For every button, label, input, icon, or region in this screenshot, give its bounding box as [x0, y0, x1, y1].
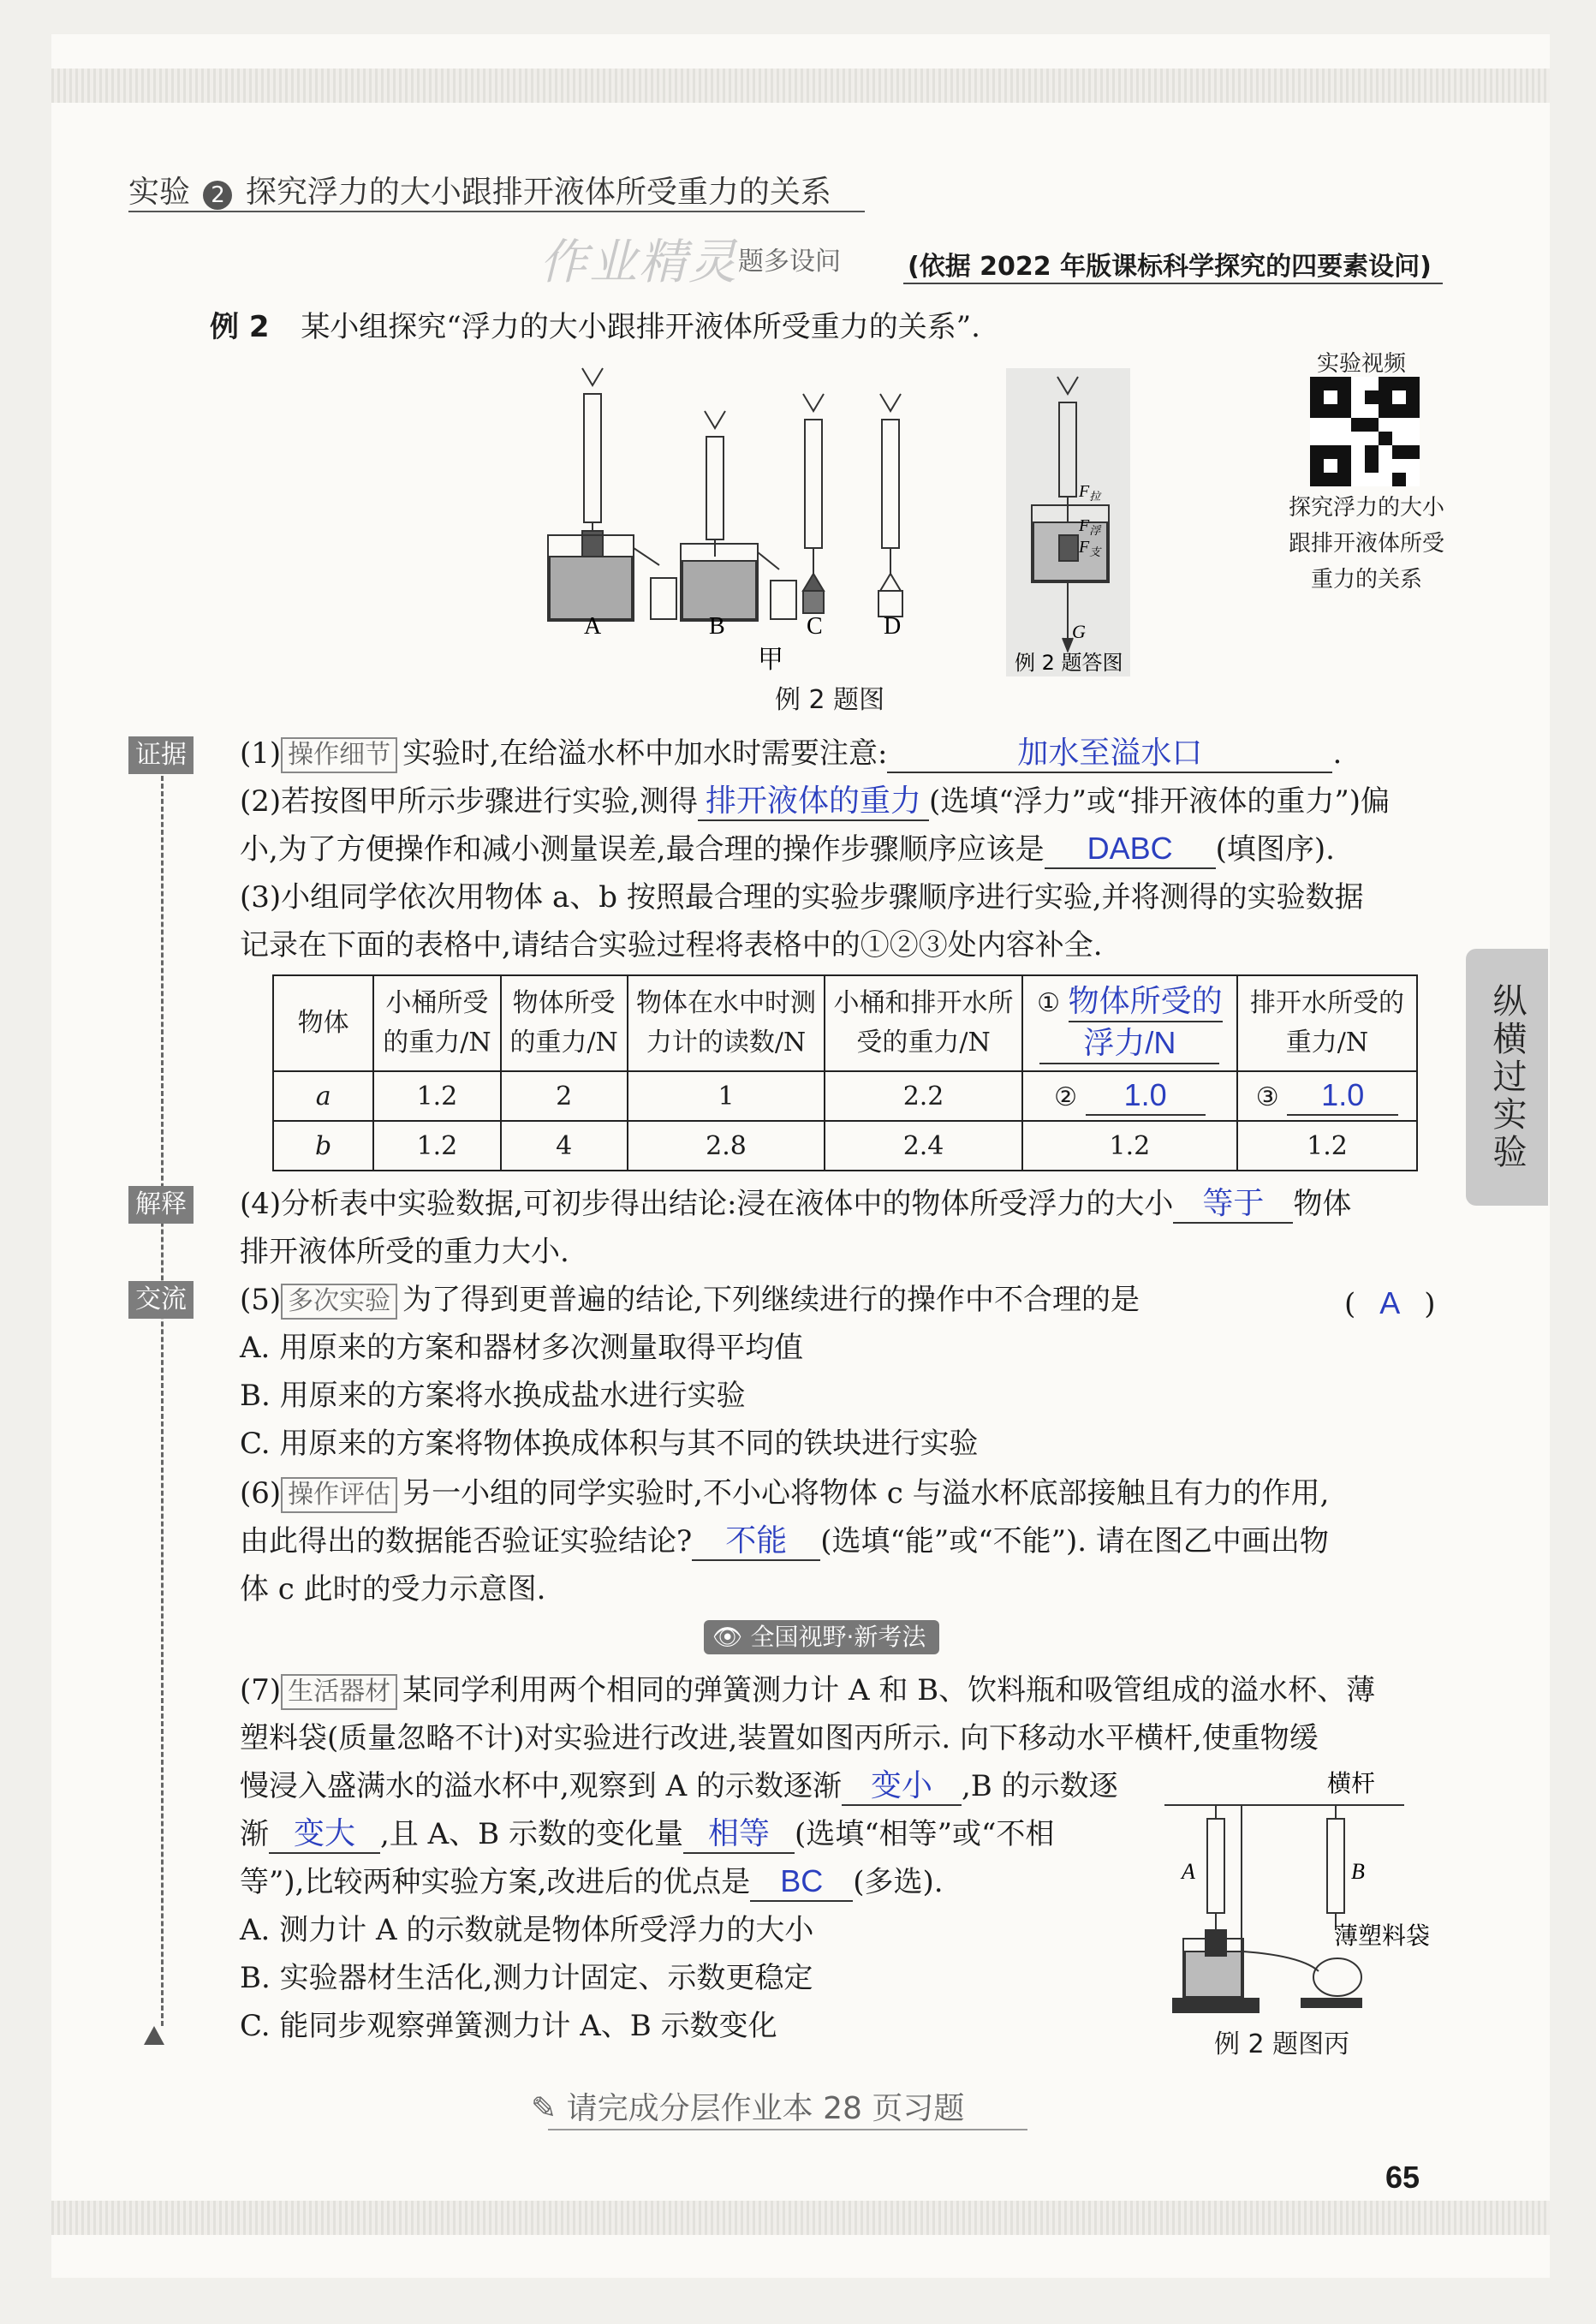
- scan-edge-bottom: [51, 2201, 1550, 2235]
- video-desc: [1281, 490, 1452, 598]
- header-answer-line1[interactable]: 物体所受的: [1069, 981, 1223, 1022]
- subheading-rule: [903, 283, 1443, 284]
- table-header-answer-cell: [1022, 975, 1237, 1071]
- q4-line2: 排开液体所受的重力大小.: [240, 1235, 569, 1269]
- banner-text: 全国视野·新考法: [750, 1623, 926, 1651]
- example-statement: 某小组探究“浮力的大小跟排开液体所受重力的关系”.: [301, 310, 980, 344]
- q1: [240, 730, 1342, 778]
- cell: 1.2: [1022, 1121, 1237, 1171]
- section-number-badge: [203, 181, 232, 210]
- q7-line4: [240, 1810, 1054, 1858]
- q2-answer-b[interactable]: DABC: [1045, 830, 1216, 869]
- side-label-evidence: 证据: [128, 736, 194, 774]
- q4-num: (4): [240, 1187, 282, 1221]
- section-prefix: 实验: [128, 175, 191, 210]
- q6-line1-text: 另一小组的同学实验时,不小心将物体 c 与溢水杯底部接触且有力的作用,: [402, 1476, 1330, 1511]
- q7-text-b: ,B 的示数逐: [961, 1769, 1118, 1803]
- q1-tag: 操作细节: [281, 737, 397, 773]
- pencil-icon: ✎: [531, 2091, 557, 2126]
- q5-option-c[interactable]: C. 用原来的方案将物体换成体积与其不同的铁块进行实验: [240, 1427, 979, 1461]
- cell: 4: [501, 1121, 628, 1171]
- q2-text-c: 小,为了方便操作和减小测量误差,最合理的操作步骤顺序应该是: [240, 832, 1045, 867]
- side-dash-line: [161, 776, 164, 2026]
- force-pull-sub: 拉: [1089, 490, 1101, 503]
- table-header-cell: 物体所受的重力/N: [501, 975, 628, 1071]
- answer-3[interactable]: 1.0: [1287, 1076, 1398, 1116]
- q7-text-e: (选填“相等”或“不相: [794, 1817, 1055, 1851]
- table-header-cell: 物体: [273, 975, 373, 1071]
- q2-num: (2): [240, 784, 282, 819]
- q6-line1: [240, 1469, 1329, 1517]
- cell: 2.4: [825, 1121, 1022, 1171]
- footer-note: [531, 2084, 964, 2128]
- cell-object: b: [273, 1121, 373, 1171]
- footer-rule: [548, 2129, 1027, 2130]
- header-rule: [128, 211, 865, 212]
- video-desc-line: 重力的关系: [1310, 567, 1422, 593]
- figure-c-caption: 例 2 题图丙: [1214, 2029, 1350, 2059]
- step-label-c: C: [807, 613, 823, 640]
- data-table: [272, 974, 1418, 1171]
- step-c-apparatus: [803, 394, 824, 613]
- q7-line2: 塑料袋(质量忽略不计)对实验进行改进,装置如图丙所示. 向下移动水平横杆,使重物缓: [240, 1721, 1319, 1755]
- section-title: 探究浮力的大小跟排开液体所受重力的关系: [245, 175, 831, 210]
- q7-text-c: 渐: [240, 1817, 269, 1851]
- q3-line2: 记录在下面的表格中,请结合实验过程将表格中的①②③处内容补全.: [240, 928, 1103, 962]
- cell: 2.2: [825, 1071, 1022, 1121]
- q7-line5: [240, 1858, 944, 1906]
- q5-option-b[interactable]: B. 用原来的方案将水换成盐水进行实验: [240, 1379, 746, 1413]
- q2-text-d: (填图序).: [1215, 832, 1335, 867]
- cell: 1: [628, 1071, 825, 1121]
- q7-answer-b[interactable]: 变大: [269, 1815, 380, 1854]
- q7-line1: [240, 1666, 1375, 1714]
- q6-text-a: 由此得出的数据能否验证实验结论?: [240, 1524, 693, 1558]
- cell-answer: [1022, 1071, 1237, 1121]
- q6-answer[interactable]: 不能: [692, 1522, 820, 1561]
- q3-num: (3): [240, 880, 282, 915]
- q7-tag: 生活器材: [281, 1674, 397, 1710]
- header-answer-line2[interactable]: 浮力/N: [1039, 1023, 1219, 1064]
- figure-c: [1147, 1767, 1456, 2024]
- step-b-apparatus: [681, 411, 796, 621]
- force-buoy-sub: 浮: [1089, 524, 1101, 537]
- bag-label: 薄塑料袋: [1334, 1922, 1431, 1950]
- cell: 1.2: [373, 1121, 500, 1171]
- q6-line3: 体 c 此时的受力示意图.: [240, 1572, 546, 1606]
- q5-answer[interactable]: A: [1379, 1285, 1401, 1320]
- q2-answer-a[interactable]: 排开液体的重力: [698, 782, 929, 821]
- step-d-apparatus: [878, 394, 902, 617]
- q1-text: 实验时,在给溢水杯中加水时需要注意:: [402, 736, 888, 771]
- page-number: 65: [1385, 2160, 1420, 2195]
- q2-text-a: 若按图甲所示步骤进行实验,测得: [281, 784, 698, 819]
- section-header: [128, 168, 831, 212]
- q5-tag: 多次实验: [281, 1284, 397, 1320]
- q7-option-b[interactable]: B. 实验器材生活化,测力计固定、示数更稳定: [240, 1961, 813, 1995]
- table-header-cell: 排开水所受的重力/N: [1237, 975, 1417, 1071]
- q5-text: 为了得到更普遍的结论,下列继续进行的操作中不合理的是: [402, 1283, 1140, 1317]
- q4-text-a: 分析表中实验数据,可初步得出结论:浸在液体中的物体所受浮力的大小: [281, 1187, 1174, 1221]
- force-pull-f: F: [1079, 482, 1090, 501]
- side-label-explain: 解释: [128, 1186, 194, 1224]
- cell-object: a: [273, 1071, 373, 1121]
- video-desc-line: 跟排开液体所受: [1288, 531, 1444, 557]
- q7-text-a: 慢浸入盛满水的溢水杯中,观察到 A 的示数逐渐: [240, 1769, 842, 1803]
- scan-edge-top: [51, 69, 1550, 103]
- table-header-cell: 小桶和排开水所受的重力/N: [825, 975, 1022, 1071]
- force-support-sub: 支: [1089, 545, 1101, 558]
- step-label-d: D: [884, 613, 902, 640]
- table-row: [273, 1121, 1417, 1171]
- cell: 1.2: [373, 1071, 500, 1121]
- q3-line1: [240, 873, 1364, 921]
- q2-line2: [240, 825, 1335, 873]
- subheading-note: (依据 2022 年版课标科学探究的四要素设问): [908, 252, 1432, 282]
- q5-answer-bracket: ( A ): [1344, 1279, 1436, 1328]
- q7-text-f: 等”),比较两种实验方案,改进后的优点是: [240, 1865, 751, 1899]
- q5-option-a[interactable]: A. 用原来的方案和器材多次测量取得平均值: [240, 1331, 804, 1365]
- q1-num: (1): [240, 736, 282, 771]
- q2-line1: [240, 778, 1390, 825]
- q7-num: (7): [240, 1673, 282, 1707]
- triangle-marker-icon: [144, 2026, 164, 2045]
- q3-line1-text: 小组同学依次用物体 a、b 按照最合理的实验步骤顺序进行实验,并将测得的实验数据: [281, 880, 1364, 915]
- footer-note-text: 请完成分层作业本 28 页习题: [566, 2091, 965, 2126]
- force-support-f: F: [1079, 538, 1090, 557]
- video-label: 实验视频: [1317, 351, 1407, 377]
- q5-line1: [240, 1276, 1140, 1324]
- apparatus-c: [1164, 1805, 1404, 2012]
- right-section-tab[interactable]: 纵横过实验: [1466, 949, 1548, 1206]
- answer-2[interactable]: 1.0: [1086, 1076, 1206, 1116]
- q7-line3: [240, 1762, 1118, 1810]
- logo-text: 作业精灵: [539, 235, 738, 290]
- q7-option-c[interactable]: C. 能同步观察弹簧测力计 A、B 示数变化: [240, 2009, 777, 2043]
- q5-num: (5): [240, 1283, 282, 1317]
- q6-text-b: (选填“能”或“不能”). 请在图乙中画出物: [820, 1524, 1329, 1558]
- q7-text-g: (多选).: [853, 1865, 944, 1899]
- cell: 1.2: [1237, 1121, 1417, 1171]
- force-buoy-f: F: [1079, 516, 1090, 535]
- cell: 2.8: [628, 1121, 825, 1171]
- qr-code-icon[interactable]: [1310, 377, 1420, 486]
- meter-a-label: A: [1182, 1859, 1195, 1884]
- group-label: 甲: [758, 645, 783, 675]
- q1-answer[interactable]: 加水至溢水口: [887, 734, 1332, 773]
- circled-mark: ①: [1037, 988, 1061, 1018]
- side-label-exchange: 交流: [128, 1281, 194, 1319]
- q6-line2: [240, 1517, 1329, 1565]
- table-row: [273, 1071, 1417, 1121]
- circled-mark: ②: [1054, 1082, 1078, 1112]
- q7-option-a[interactable]: A. 测力计 A 的示数就是物体所受浮力的大小: [240, 1913, 814, 1947]
- q7-answer-c[interactable]: 相等: [683, 1815, 795, 1854]
- q7-answer-d[interactable]: BC: [750, 1862, 853, 1902]
- cell-answer: [1237, 1071, 1417, 1121]
- video-desc-line: 探究浮力的大小: [1288, 495, 1444, 521]
- table-header-row: [273, 975, 1417, 1071]
- q6-num: (6): [240, 1476, 282, 1511]
- figure-main-caption: 例 2 题图: [775, 685, 885, 715]
- q7-line1-text: 某同学利用两个相同的弹簧测力计 A 和 B、饮料瓶和吸管组成的溢水杯、薄: [402, 1673, 1376, 1707]
- step-a-apparatus: [548, 368, 676, 621]
- force-gravity-label: G: [1072, 621, 1086, 642]
- q7-text-d: ,且 A、B 示数的变化量: [380, 1817, 683, 1851]
- section-number: 2: [211, 182, 225, 208]
- step-label-a: A: [584, 613, 602, 640]
- q2-text-b: (选填“浮力”或“排开液体的重力”)偏: [928, 784, 1391, 819]
- table-header-cell: 小桶所受的重力/N: [373, 975, 500, 1071]
- q1-end: .: [1332, 736, 1343, 771]
- new-exam-banner: [704, 1620, 939, 1654]
- q7-answer-a[interactable]: 变小: [842, 1767, 962, 1806]
- q4-text-b: 物体: [1293, 1187, 1352, 1221]
- meter-b-label: B: [1351, 1859, 1365, 1884]
- q4-answer[interactable]: 等于: [1173, 1184, 1293, 1224]
- bar-label: 横杆: [1327, 1769, 1376, 1797]
- q4-line1: [240, 1180, 1351, 1228]
- cell: 2: [501, 1071, 628, 1121]
- circled-mark: ③: [1255, 1082, 1279, 1112]
- example-line: [210, 303, 980, 351]
- example-label: 例 2: [210, 310, 270, 344]
- answer-figure-caption: 例 2 题答图: [1015, 651, 1123, 675]
- table-header-cell: 物体在水中时测力计的读数/N: [628, 975, 825, 1071]
- subheading: 题多设问: [738, 247, 841, 277]
- q6-tag: 操作评估: [281, 1477, 397, 1513]
- eye-icon: 👁: [712, 1623, 743, 1651]
- step-label-b: B: [709, 613, 725, 640]
